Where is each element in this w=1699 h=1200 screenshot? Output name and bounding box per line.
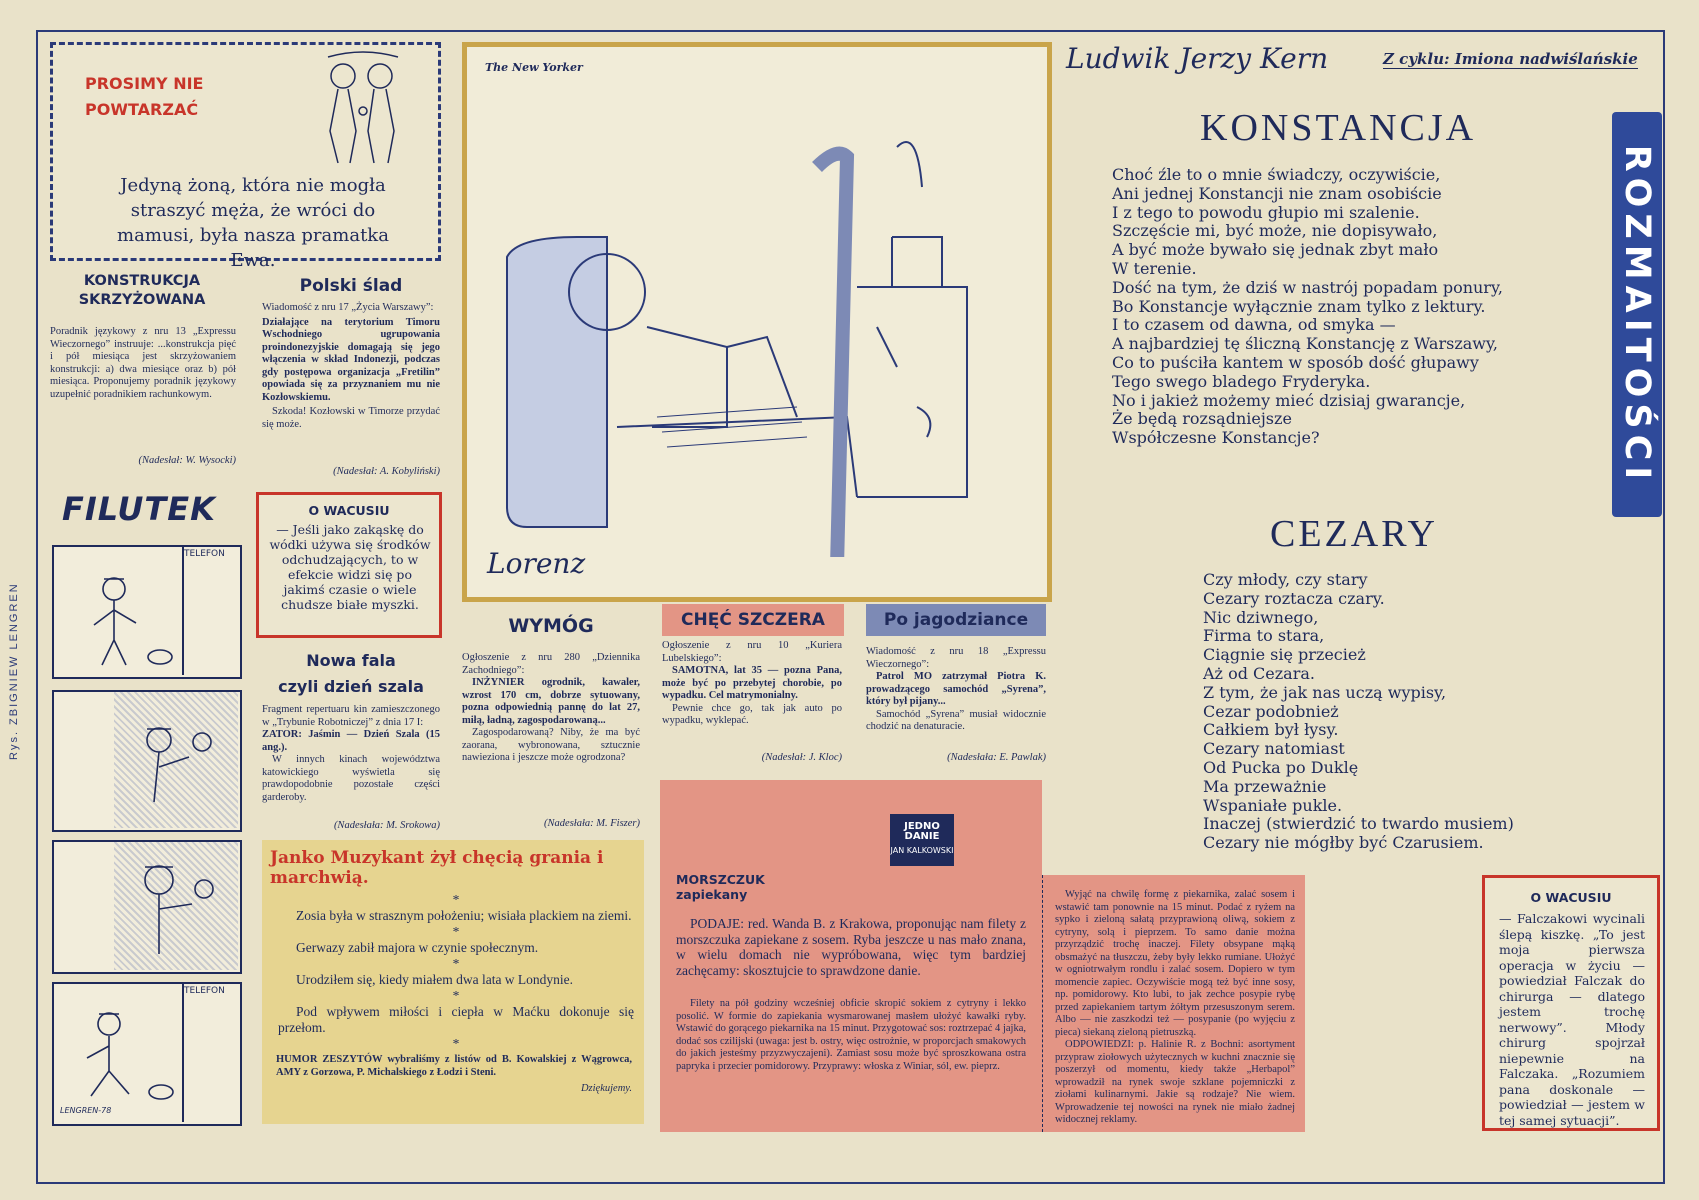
morszczuk-intro: PODAJE: red. Wanda B. z Krakowa, proponując nam filety z morszczuka zapiekane z sosem. Ryba jeszcze u nas mało znana, w wielu domach nie wypróbowana, więc tym bardziej zachęcamy: skosztujcie to sprawdzone danie. (676, 916, 1026, 978)
janko-title: Janko Muzykant żył chęcią grania i marchwią. (270, 848, 604, 888)
polski-slad-body: Wiadomość z nru 17 „Życia Warszawy”: Działające na terytorium Timoru Wschodniego ugrupowania proindonezyjskie domagają się jego włączenia w skład Indonezji, podczas gdy postępowa organizacja „Fretilin” opowiada się za przyznaniem mu nie Kozłowskiemu. Szkoda! Kozłowski w Timorze przydać się może. (262, 302, 440, 430)
wacusiu-text-2: — Falczakowi wycinali ślepą kiszkę. „To jest moja pierwsza operacja w życiu — powiedział Falczak do chirurga — dlatego jestem trochę nerwowy”. Młody chirurg spojrzał niepewnie na Falczaka. „Rozumiem pana doskonale — powiedział — jestem w tej samej sytuacji”. (1499, 911, 1645, 1128)
morszczuk-title: MORSZCZUK zapiekany (676, 872, 765, 902)
konstrukcja-body: Poradnik językowy z nru 13 „Expressu Wieczornego” instruuje: ...konstrukcja pięć i pół miesiąca jest skrzyżowaniem konstrukcji: a) dwa miesiące oraz b) pół miesiąca. Proponujemy poradnik językowy uzupełnić poradnikiem rachunkowym. (50, 326, 236, 400)
konstrukcja-title: KONSTRUKCJA SKRZYŻOWANA (78, 273, 206, 308)
prosimy-box (50, 42, 441, 271)
nowa-fala-body: Fragment repertuaru kin zamieszczonego w „Trybunie Robotniczej” z dnia 17 I: ZATOR: Jaśmin — Dzień Szala (15 ang.). W innych kinach województwa katowickiego wyświetla się prawdopodobnie pozostałe części garderoby. (262, 704, 440, 803)
morszczuk-box-left (660, 780, 1042, 1132)
wymog-title: WYMÓG (508, 615, 594, 637)
jagodzianka-title: Po jagodziance (866, 604, 1046, 636)
konstancja-poem: Choć źle to o mnie świadczy, oczywiście, Ani jednej Konstancji nie znam osobiście I z tego to powodu głupio mi szalenie. Szczęście mi, być może, nie dopisywało, A być może bywało się jednak zbyt mało W terenie. Dość na tym, że dziś w nastrój popadam ponury, Bo Konstancje wyłącznie znam tylko z lektury. I to czasem od dawna, od smyka — A najbardziej tę śliczną Konstancję z Warszawy, Co to puściła kantem w sposób dość głupawy Tego swego bladego Fryderyka. No i jakież możemy mieć dzisiaj gwarancje, Że będą rozsądniejsze Współczesne Konstancje? (1112, 165, 1503, 448)
cezary-title: CEZARY (1270, 513, 1438, 555)
rozmaitosci-banner (1612, 112, 1662, 517)
adam-eve-illustration (308, 51, 418, 169)
janko-items: * Zosia była w strasznym położeniu; wisiała plackiem na ziemi. * Gerwazy zabił majora w czynie społecznym. * Urodziłem się, kiedy miałem dwa lata w Londynie. * Pod wpływem miłości i ciepła w Maćku dokonuje się przełom. * (278, 892, 634, 1051)
morszczuk-col2: Wyjąć na chwilę formę z piekarnika, zalać sosem i wstawić tam ponownie na 15 minut. Podać z ryżem na sypko i zieloną sałatą przyprawioną oliwą, sokiem z cytryny, solą i pieprzem. To samo danie można przyrządzić trochę inaczej. Filety obsypane mąką obsmażyć na tłuszczu, żeby były lekko rumiane. Ułożyć w ogniotrwałym rondlu i zalać sosem. Dopiero w tym momencie zapiec. Oczywiście mogą też być inne sosy, np. pomidorowy. Kto lubi, to jak zechce posypie rybę przed zapiekaniem tartym żółtym przesuszonym serem. Albo — nie zaszkodzi też — posypanie (po wyjęciu z pieca) siekaną zieloną pietruszką. (1055, 889, 1295, 1038)
cartoon-source: The New Yorker (485, 61, 583, 74)
checc-body: Ogłoszenie z nru 10 „Kuriera Lubelskiego”: SAMOTNA, lat 35 — pozna Pana, może być po przebytej chorobie, po wypadku. Cel matrymonialny. Pewnie chce go, tak jak auto po wypadku, wyklepać. (662, 640, 842, 726)
filutek-title: FILUTEK (62, 490, 216, 528)
jagodzianka-body: Wiadomość z nru 18 „Expressu Wieczornego”: Patrol MO zatrzymał Piotra K. prowadzącego samochód „Syrena”, który był pijany... Samochód „Syrena” musiał widocznie chodzić na denaturacie. (866, 646, 1046, 732)
filutek-figure-1 (74, 565, 194, 673)
comic-panel-2 (52, 690, 242, 832)
author-name: Ludwik Jerzy Kern (1066, 42, 1329, 75)
janko-box (262, 840, 644, 1124)
morszczuk-box-right (1042, 875, 1305, 1132)
cezary-poem: Czy młody, czy stary Cezary roztacza czary. Nic dziwnego, Firma to stara, Ciągnie się przecież Aż od Cezara. Z tym, że jak nas uczą wypisy, Cezar podobniеż Całkiem był łysy. Cezary natomiast Od Pucka po Duklę Ma przeważnie Wspaniałe pukle. Inaczej (stwierdzić to twardo musiem) Cezary nie mógłby być Czarusiem. (1203, 570, 1514, 853)
wymog-signature: (Nadesłała: M. Fiszer) (544, 818, 640, 829)
illustrator-credit: Rys. ZBIGNIEW LENGREN (8, 582, 20, 760)
telefon-sign-2: TELEFON (184, 986, 225, 996)
polski-slad-signature: (Nadesłał: A. Kobyliński) (333, 466, 440, 477)
cartoon-artist-signature: Lorenz (487, 547, 586, 580)
wacusiu-box-1 (256, 492, 442, 638)
telefon-sign-1: TELEFON (184, 549, 225, 559)
comic-panel-4 (52, 982, 242, 1126)
wacusiu-title-2: O WACUSIU (1530, 890, 1612, 905)
jedno-danie-logo: JEDNO DANIE JAN KALKOWSKI (890, 814, 954, 866)
morszczuk-body: Filety na pół godziny wcześniej obficie skropić sokiem z cytryny i lekko posolić. W formie do zapiekania wysmarowanej masłem ułożyć kawałki ryby. Wstawić do gorącego piekarnika na 15 minut. Przygotować sos: roztrzepać 4 jajka, dodać sos czilijski (uwaga: jest b. ostry, więc ostrożnie, w proporcjach smakowych do jakich jesteśmy przyzwyczajeni). Zamiast sosu może być sproszkowana ostra papryka i przecier pomidorowy. Przyprawy: włoska z Winiar, sól, ew. pieprz. (676, 998, 1026, 1072)
morszczuk-answers: ODPOWIEDZI: p. Halinie R. z Bochni: asortyment przypraw ziołowych użytecznych w kuchni znacznie się poszerzył od momentu, kiedy także „Herbapol” wprowadził na rynek swoje szklane pojemniczki z ziołami kulinarnymi. Jakie są rodzaje? Nie wiem. Wprowadzenie tej nowości na rynek nie miało żadnej widocznej reklamy. (1055, 1039, 1295, 1125)
new-yorker-cartoon (462, 42, 1052, 602)
prosimy-title: PROSIMY NIE POWTARZAĆ (85, 74, 204, 119)
nowa-fala-title: Nowa fala czyli dzień szala (278, 651, 424, 696)
wacusiu-box-2 (1482, 875, 1660, 1131)
nowa-fala-signature: (Nadesłała: M. Srokowa) (333, 820, 440, 831)
rozmaitosci-label: ROZMAITOŚCI (1617, 144, 1657, 485)
cycle-label: Z cyklu: Imiona nadwiślańskie (1383, 50, 1638, 68)
checc-signature: (Nadesłał: J. Kloc) (761, 752, 842, 763)
wymog-body: Ogłoszenie z nru 280 „Dziennika Zachodniego”: INŻYNIER ogrodnik, kawaler, wzrost 170 cm, dobrze sytuowany, pozna odpowiednią pannę do lat 27, miłą, ładną, zagospodarowaną... Zagospodarowaną? Niby, że ma być zaorana, wybronowana, sztucznie nawieziona i jeszcze może ogrodzona? (462, 652, 640, 763)
comic-panel-3 (52, 840, 242, 974)
konstancja-title: KONSTANCJA (1200, 107, 1477, 149)
filutek-figure-2 (114, 712, 234, 822)
wacusiu-title-1: O WACUSIU (308, 503, 390, 518)
janko-footer: HUMOR ZESZYTÓW wybraliśmy z listów od B. Kowalskiej z Wągrowca, AMY z Gorzowa, P. Michalskiego z Łodzi i Steni. (276, 1054, 632, 1078)
prosimy-text: Jedyną żoną, która nie mogła straszyć męża, że wróci do mamusi, była nasza pramatka Ewa. (117, 175, 389, 271)
filutek-figure-4 (69, 996, 189, 1106)
janko-thanks: Dziękujemy. (580, 1083, 632, 1094)
filutek-artist: LENGREN-78 (60, 1106, 112, 1115)
konstrukcja-signature: (Nadesłał: W. Wysocki) (138, 455, 236, 466)
checc-szczera-title: CHĘĆ SZCZERA (662, 604, 844, 636)
filutek-figure-3 (114, 854, 234, 964)
wacusiu-text-1: — Jeśli jako zakąskę do wódki używa się środków odchudzających, to w efekcie widzi się po jakimś czasie o wiele chudsze białe myszki. (269, 522, 431, 612)
comic-panel-1 (52, 545, 242, 679)
cartoon-drawing (497, 87, 1017, 557)
polski-slad-title: Polski ślad (299, 276, 403, 296)
jagodzianka-signature: (Nadesłała: E. Pawlak) (947, 752, 1046, 763)
